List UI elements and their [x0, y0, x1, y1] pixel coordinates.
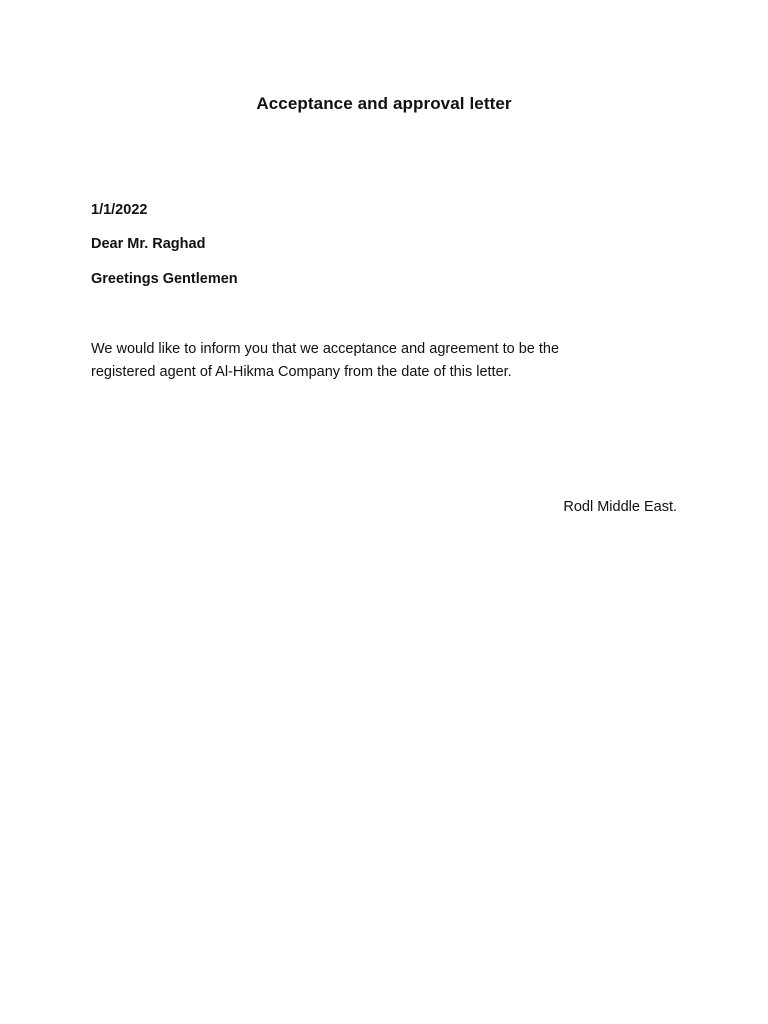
letter-signature: Rodl Middle East.: [563, 499, 677, 515]
letter-body-line: registered agent of Al-Hikma Company from the date of this letter.: [91, 364, 512, 380]
letter-salutation: Dear Mr. Raghad: [91, 236, 206, 252]
letter-body: [91, 338, 691, 384]
letter-body-line: We would like to inform you that we acceptance and agreement to be the: [91, 341, 560, 357]
letter-date: 1/1/2022: [91, 202, 148, 218]
letter-greeting: Greetings Gentlemen: [91, 271, 238, 287]
letter-title: Acceptance and approval letter: [256, 94, 512, 113]
